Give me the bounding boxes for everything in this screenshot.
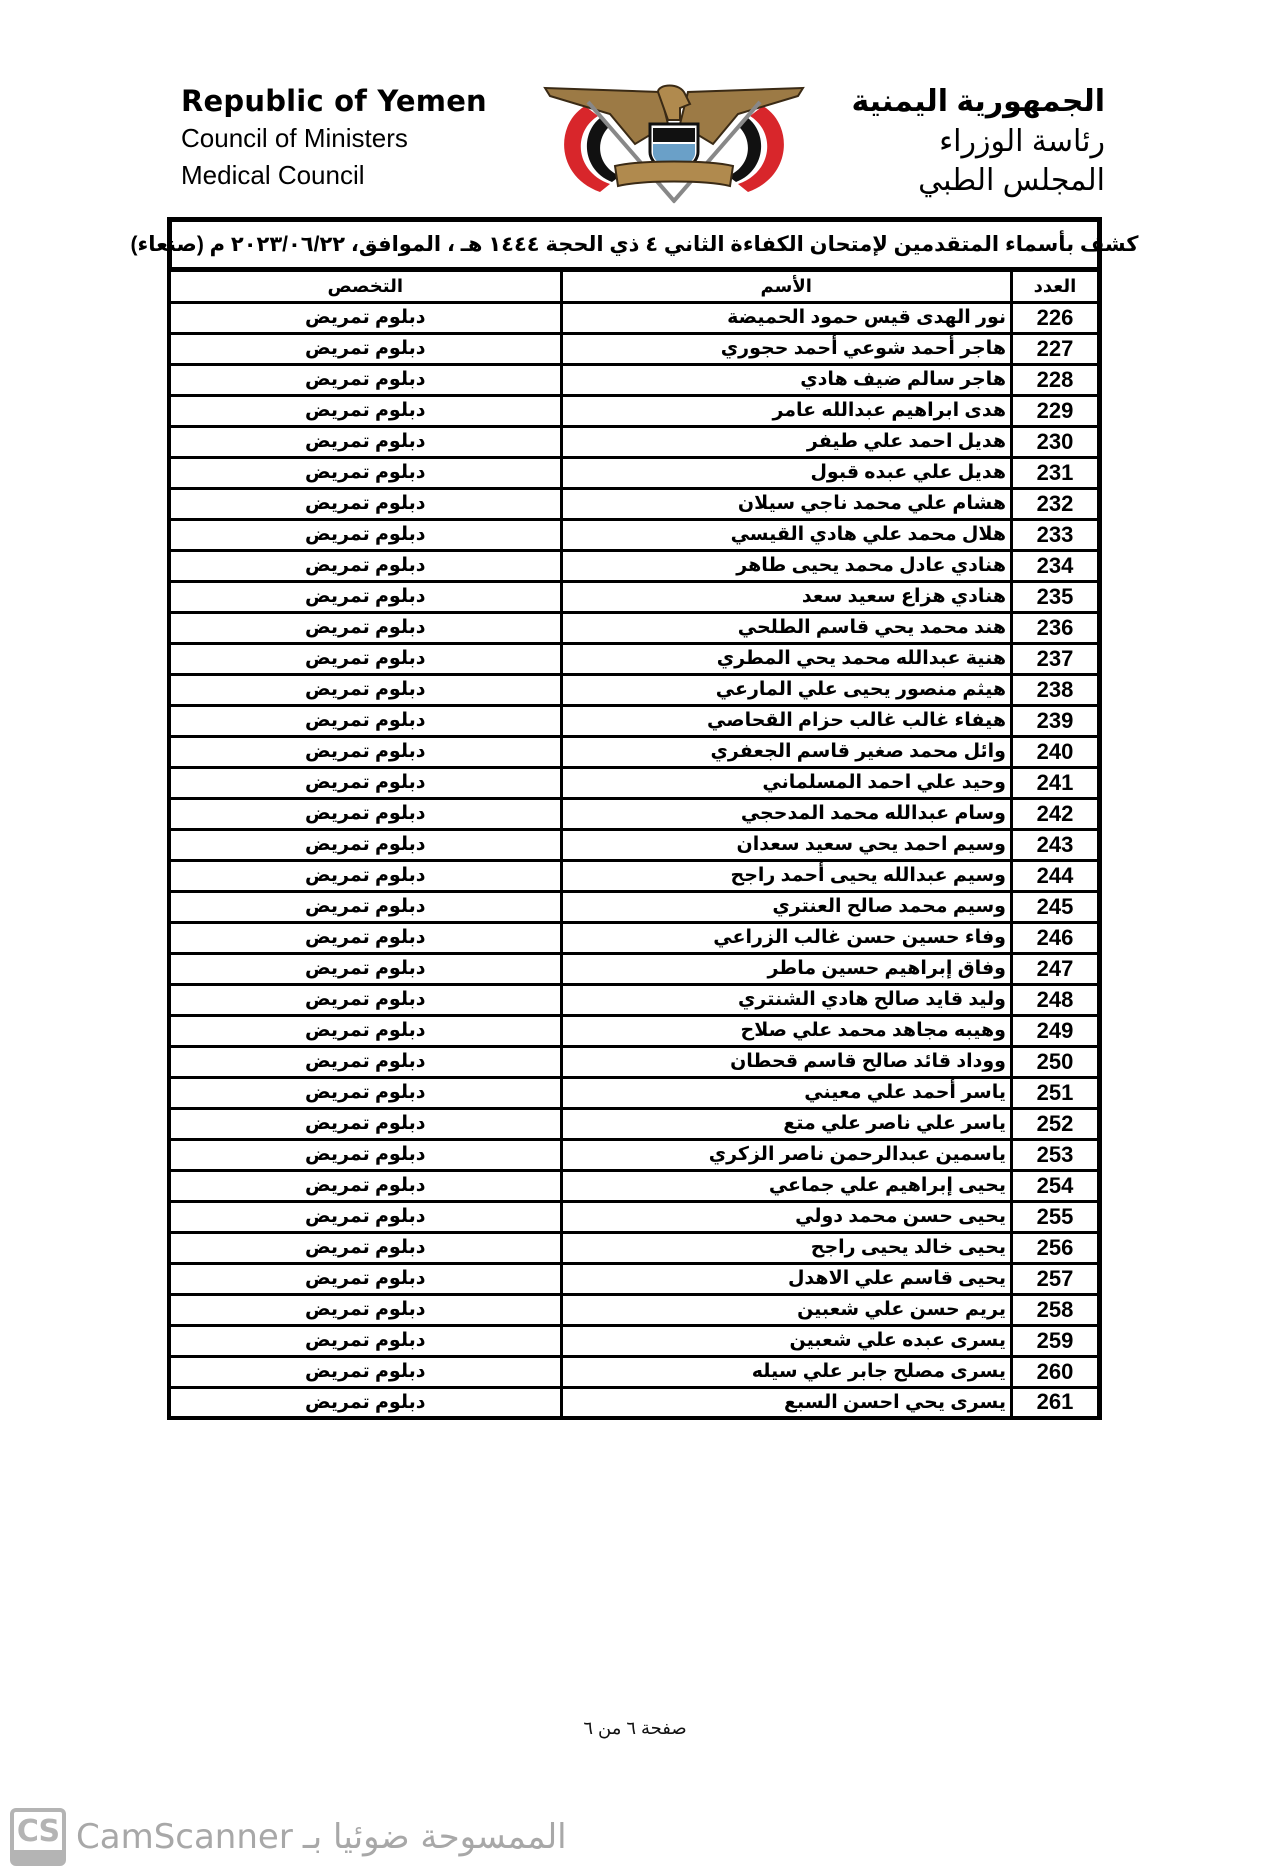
row-specialty: دبلوم تمريض (169, 829, 561, 860)
row-specialty: دبلوم تمريض (169, 1232, 561, 1263)
table-row (169, 395, 1100, 426)
row-number: 228 (1012, 364, 1100, 395)
row-name: وفاق إبراهيم حسين ماطر (561, 953, 1012, 984)
row-number: 237 (1012, 643, 1100, 674)
camscanner-logo-bar (14, 1850, 62, 1862)
camscanner-logo-text: CS (16, 1814, 60, 1849)
english-header (181, 82, 541, 194)
row-name: يحيى خالد يحيى راجح (561, 1232, 1012, 1263)
table-row (169, 302, 1100, 333)
row-number: 240 (1012, 736, 1100, 767)
row-number: 258 (1012, 1294, 1100, 1325)
row-name: هديل احمد علي طيفر (561, 426, 1012, 457)
row-number: 238 (1012, 674, 1100, 705)
row-number: 256 (1012, 1232, 1100, 1263)
row-number: 236 (1012, 612, 1100, 643)
table-row (169, 1046, 1100, 1077)
row-name: يسرى يحي احسن السبع (561, 1387, 1012, 1418)
document-title-box (130, 217, 1139, 271)
table-row (169, 767, 1100, 798)
row-name: يحيى قاسم علي الاهدل (561, 1263, 1012, 1294)
row-specialty: دبلوم تمريض (169, 643, 561, 674)
row-number: 227 (1012, 333, 1100, 364)
row-specialty: دبلوم تمريض (169, 705, 561, 736)
table-row (169, 1170, 1100, 1201)
table-row (169, 1356, 1100, 1387)
row-name: هاجر أحمد شوعي أحمد حجوري (561, 333, 1012, 364)
row-specialty: دبلوم تمريض (169, 984, 561, 1015)
table-row (169, 426, 1100, 457)
table-row (169, 1108, 1100, 1139)
row-specialty: دبلوم تمريض (169, 457, 561, 488)
table-row (169, 333, 1100, 364)
row-number: 246 (1012, 922, 1100, 953)
row-name: وليد قايد صالح هادي الشنتري (561, 984, 1012, 1015)
yemen-emblem-icon (540, 84, 808, 206)
camscanner-watermark (10, 1806, 567, 1868)
row-name: وسيم عبدالله يحيى أحمد راجح (561, 860, 1012, 891)
table-row (169, 1015, 1100, 1046)
table-body (169, 302, 1100, 1418)
row-name: يريم حسن علي شعبين (561, 1294, 1012, 1325)
table-row (169, 829, 1100, 860)
row-number: 251 (1012, 1077, 1100, 1108)
row-name: هنية عبدالله محمد يحي المطري (561, 643, 1012, 674)
row-name: وهيبه مجاهد محمد علي صلاح (561, 1015, 1012, 1046)
row-specialty: دبلوم تمريض (169, 1294, 561, 1325)
row-specialty: دبلوم تمريض (169, 426, 561, 457)
table-row (169, 1077, 1100, 1108)
table-row (169, 798, 1100, 829)
row-name: يحيى إبراهيم علي جماعي (561, 1170, 1012, 1201)
page-number: صفحة ٦ من ٦ (583, 1718, 687, 1738)
row-specialty: دبلوم تمريض (169, 1325, 561, 1356)
table-row (169, 736, 1100, 767)
row-number: 253 (1012, 1139, 1100, 1170)
candidates-table (167, 270, 1102, 1420)
row-specialty: دبلوم تمريض (169, 395, 561, 426)
row-specialty: دبلوم تمريض (169, 860, 561, 891)
row-name: وسيم محمد صالح العنتري (561, 891, 1012, 922)
row-number: 241 (1012, 767, 1100, 798)
row-name: ياسر أحمد علي معيني (561, 1077, 1012, 1108)
table-row (169, 364, 1100, 395)
row-specialty: دبلوم تمريض (169, 1046, 561, 1077)
row-name: هاجر سالم ضيف هادي (561, 364, 1012, 395)
row-name: هلال محمد علي هادي القيسي (561, 519, 1012, 550)
row-specialty: دبلوم تمريض (169, 581, 561, 612)
document-title: كشف بأسماء المتقدمين لإمتحان الكفاءة الثاني ٤ ذي الحجة ١٤٤٤ هـ ، الموافق، ٢٠٢٣/٠٦/٢٢ م (صنعاء) (130, 233, 1139, 256)
country-name-ar: الجمهورية اليمنية (851, 85, 1105, 118)
row-number: 260 (1012, 1356, 1100, 1387)
row-number: 244 (1012, 860, 1100, 891)
row-name: هيفاء غالب غالب حزام القحاصي (561, 705, 1012, 736)
row-number: 247 (1012, 953, 1100, 984)
row-number: 259 (1012, 1325, 1100, 1356)
row-number: 261 (1012, 1387, 1100, 1418)
row-specialty: دبلوم تمريض (169, 1356, 561, 1387)
row-specialty: دبلوم تمريض (169, 364, 561, 395)
row-number: 229 (1012, 395, 1100, 426)
row-specialty: دبلوم تمريض (169, 674, 561, 705)
row-specialty: دبلوم تمريض (169, 1015, 561, 1046)
row-name: نور الهدى قيس حمود الحميضة (561, 302, 1012, 333)
council-name-en: Medical Council (181, 160, 365, 190)
row-specialty: دبلوم تمريض (169, 953, 561, 984)
row-name: يسرى عبده علي شعبين (561, 1325, 1012, 1356)
column-header-specialty: التخصص (169, 271, 561, 302)
country-name-en: Republic of Yemen (181, 84, 487, 118)
row-name: وسيم احمد يحي سعيد سعدان (561, 829, 1012, 860)
row-number: 250 (1012, 1046, 1100, 1077)
row-name: هنادي هزاع سعيد سعد (561, 581, 1012, 612)
row-name: هنادي عادل محمد يحيى طاهر (561, 550, 1012, 581)
row-number: 226 (1012, 302, 1100, 333)
camscanner-logo-icon (10, 1808, 66, 1866)
row-number: 243 (1012, 829, 1100, 860)
row-specialty: دبلوم تمريض (169, 550, 561, 581)
row-number: 255 (1012, 1201, 1100, 1232)
council-name-ar: المجلس الطبي (918, 164, 1105, 197)
row-name: ووداد قائد صالح قاسم قحطان (561, 1046, 1012, 1077)
camscanner-brand: CamScanner (76, 1817, 293, 1857)
row-specialty: دبلوم تمريض (169, 1108, 561, 1139)
table-row (169, 1325, 1100, 1356)
row-specialty: دبلوم تمريض (169, 488, 561, 519)
table-row (169, 860, 1100, 891)
table-row (169, 643, 1100, 674)
column-header-name: الأسم (561, 271, 1012, 302)
arabic-header (845, 82, 1105, 200)
row-specialty: دبلوم تمريض (169, 1263, 561, 1294)
row-specialty: دبلوم تمريض (169, 798, 561, 829)
table-row (169, 581, 1100, 612)
row-name: وحيد علي احمد المسلماني (561, 767, 1012, 798)
row-number: 242 (1012, 798, 1100, 829)
row-specialty: دبلوم تمريض (169, 891, 561, 922)
table-row (169, 519, 1100, 550)
row-number: 248 (1012, 984, 1100, 1015)
table-row (169, 1139, 1100, 1170)
row-number: 233 (1012, 519, 1100, 550)
table-row (169, 457, 1100, 488)
row-specialty: دبلوم تمريض (169, 1077, 561, 1108)
row-specialty: دبلوم تمريض (169, 736, 561, 767)
row-specialty: دبلوم تمريض (169, 333, 561, 364)
row-number: 254 (1012, 1170, 1100, 1201)
row-name: هيثم منصور يحيى علي المارعي (561, 674, 1012, 705)
row-name: هديل علي عبده قبول (561, 457, 1012, 488)
table-header-row (169, 271, 1100, 302)
row-name: يحيى حسن محمد دولي (561, 1201, 1012, 1232)
row-number: 234 (1012, 550, 1100, 581)
row-name: هشام علي محمد ناجي سيلان (561, 488, 1012, 519)
row-name: وسام عبدالله محمد المدحجي (561, 798, 1012, 829)
row-specialty: دبلوم تمريض (169, 922, 561, 953)
table-row (169, 1387, 1100, 1418)
row-number: 230 (1012, 426, 1100, 457)
row-number: 232 (1012, 488, 1100, 519)
column-header-number: العدد (1012, 271, 1100, 302)
table-row (169, 1294, 1100, 1325)
row-specialty: دبلوم تمريض (169, 612, 561, 643)
row-number: 249 (1012, 1015, 1100, 1046)
table-row (169, 488, 1100, 519)
row-number: 252 (1012, 1108, 1100, 1139)
table-row (169, 891, 1100, 922)
row-specialty: دبلوم تمريض (169, 302, 561, 333)
row-number: 245 (1012, 891, 1100, 922)
table-row (169, 1201, 1100, 1232)
row-specialty: دبلوم تمريض (169, 1201, 561, 1232)
row-specialty: دبلوم تمريض (169, 519, 561, 550)
row-number: 239 (1012, 705, 1100, 736)
table-row (169, 984, 1100, 1015)
table-row (169, 1232, 1100, 1263)
row-specialty: دبلوم تمريض (169, 1387, 561, 1418)
table-row (169, 1263, 1100, 1294)
row-number: 235 (1012, 581, 1100, 612)
row-number: 257 (1012, 1263, 1100, 1294)
table-row (169, 953, 1100, 984)
row-specialty: دبلوم تمريض (169, 1170, 561, 1201)
table-row (169, 674, 1100, 705)
row-name: هند محمد يحي قاسم الطلحي (561, 612, 1012, 643)
row-name: ياسمين عبدالرحمن ناصر الزكري (561, 1139, 1012, 1170)
table-row (169, 705, 1100, 736)
ministry-name-en: Council of Ministers (181, 123, 408, 153)
row-number: 231 (1012, 457, 1100, 488)
row-name: ياسر علي ناصر علي متع (561, 1108, 1012, 1139)
row-name: وفاء حسين حسن غالب الزراعي (561, 922, 1012, 953)
row-name: يسرى مصلح جابر علي سيله (561, 1356, 1012, 1387)
row-specialty: دبلوم تمريض (169, 1139, 561, 1170)
table-row (169, 922, 1100, 953)
row-name: وائل محمد صغير قاسم الجعفري (561, 736, 1012, 767)
camscanner-arabic-text: الممسوحة ضوئيا بـ (302, 1817, 567, 1857)
table-row (169, 612, 1100, 643)
row-name: هدى ابراهيم عبدالله عامر (561, 395, 1012, 426)
row-specialty: دبلوم تمريض (169, 767, 561, 798)
ministry-name-ar: رئاسة الوزراء (939, 125, 1105, 158)
table-row (169, 550, 1100, 581)
